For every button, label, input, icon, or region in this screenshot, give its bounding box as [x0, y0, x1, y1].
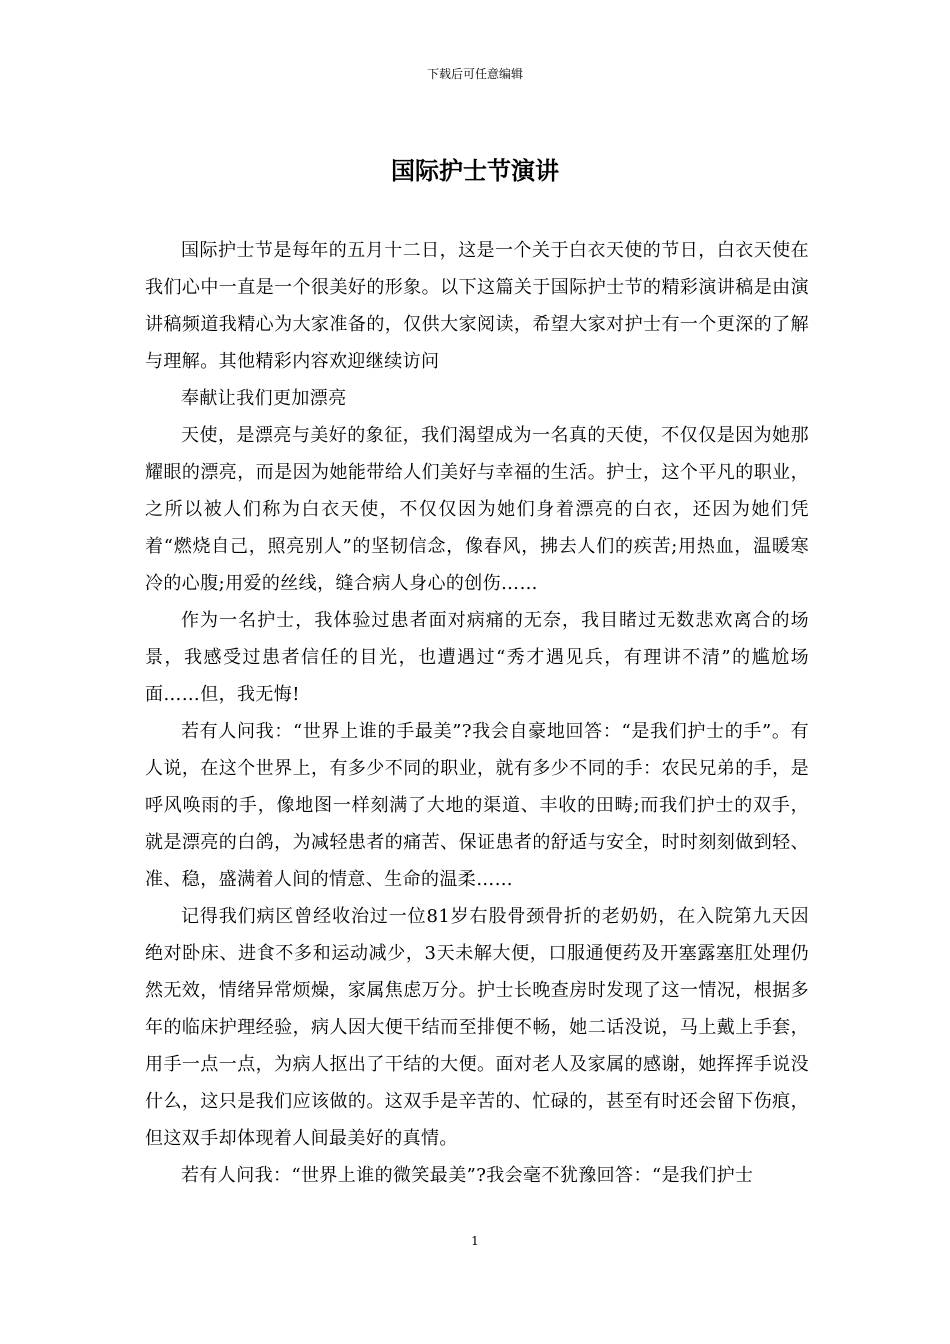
paragraph-smile: 若有人问我：“世界上谁的微笑最美”?我会毫不犹豫回答：“是我们护士	[181, 1165, 754, 1186]
paragraph-subheading: 奉献让我们更加漂亮	[181, 388, 347, 409]
document-body	[145, 232, 809, 1194]
paragraph-story: 记得我们病区曾经收治过一位81岁右股骨颈骨折的老奶奶，在入院第九天因绝对卧床、进食不多和运动减少，3天未解大便，口服通便药及开塞露塞肛处理仍然无效，情绪异常烦燥，家属焦虑万分。护士长晚查房时发现了这一情况，根据多年的临床护理经验，病人因大便干结而至排便不畅，她二话没说，马上戴上手套，用手一点一点，为病人抠出了干结的大便。面对老人及家属的感谢，她挥挥手说没什么，这只是我们应该做的。这双手是辛苦的、忙碌的，甚至有时还会留下伤痕，但这双手却体现着人间最美好的真情。	[145, 906, 809, 1149]
paragraph-intro: 国际护士节是每年的五月十二日，这是一个关于白衣天使的节日，白衣天使在我们心中一直是一个很美好的形象。以下这篇关于国际护士节的精彩演讲稿是由演讲稿频道我精心为大家准备的，仅供大家阅读，希望大家对护士有一个更深的了解与理解。其他精彩内容欢迎继续访问	[145, 240, 809, 372]
paragraph-angel: 天使，是漂亮与美好的象征，我们渴望成为一名真的天使，不仅仅是因为她那耀眼的漂亮，而是因为她能带给人们美好与幸福的生活。护士，这个平凡的职业，之所以被人们称为白衣天使，不仅仅因为她们身着漂亮的白衣，还因为她们凭着“燃烧自己，照亮别人”的坚韧信念，像春风，拂去人们的疾苦;用热血，温暖寒冷的心腹;用爱的丝线，缝合病人身心的创伤……	[145, 425, 809, 594]
document-title: 国际护士节演讲	[391, 157, 559, 185]
paragraph-hands: 若有人问我：“世界上谁的手最美”?我会自豪地回答：“是我们护士的手”。有人说，在这个世界上，有多少不同的职业，就有多少不同的手：农民兄弟的手，是呼风唤雨的手，像地图一样刻满了大地的渠道、丰收的田畴;而我们护士的双手，就是漂亮的白鸽，为减轻患者的痛苦、保证患者的舒适与安全，时时刻刻做到轻、准、稳，盛满着人间的情意、生命的温柔……	[145, 721, 809, 890]
header-note: 下载后可任意编辑	[426, 67, 523, 81]
paragraph-experience: 作为一名护士，我体验过患者面对病痛的无奈，我目睹过无数悲欢离合的场景，我感受过患者信任的目光，也遭遇过“秀才遇见兵，有理讲不清”的尴尬场面……但，我无悔!	[145, 610, 809, 705]
page-number: 1	[471, 1234, 479, 1248]
